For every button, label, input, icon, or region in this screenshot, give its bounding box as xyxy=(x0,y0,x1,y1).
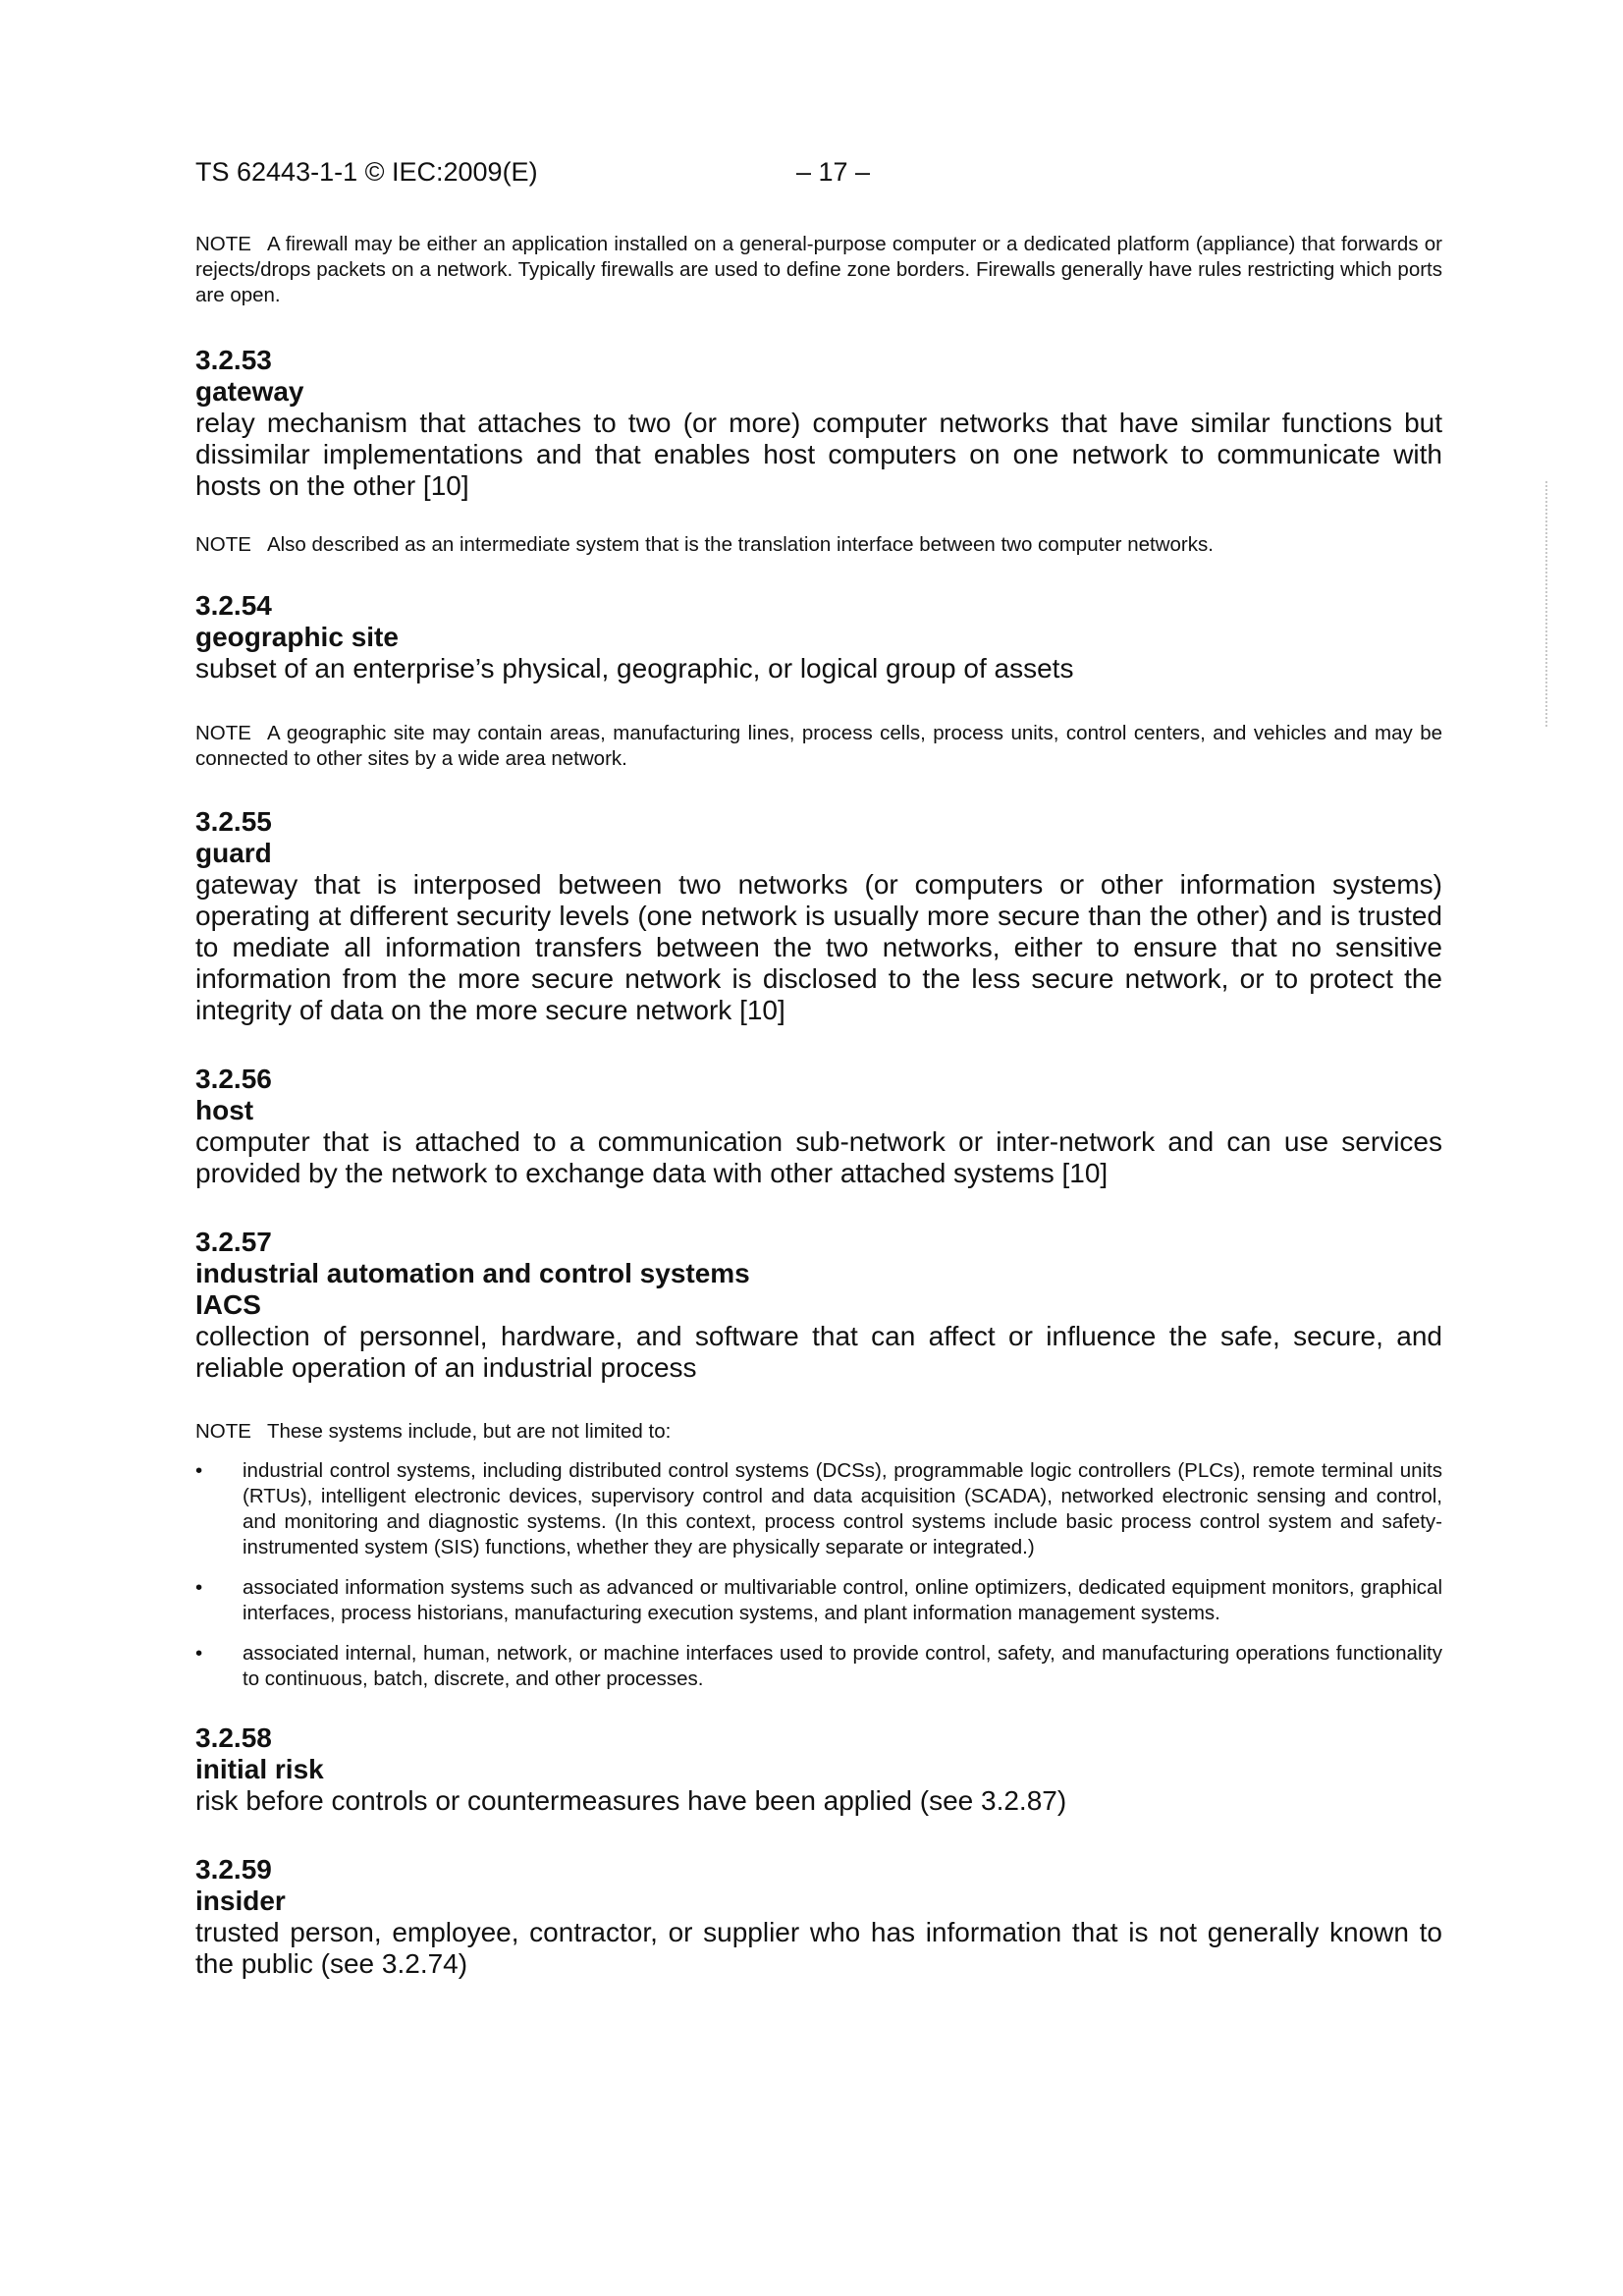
term-3-2-59 xyxy=(195,1854,1442,1980)
term-3-2-53-note xyxy=(195,532,1442,558)
note-bullet-list xyxy=(195,1458,1442,1692)
document-body xyxy=(195,232,1442,1980)
note-text: Also described as an intermediate system that is the translation interface between two computer networks. xyxy=(266,533,1214,556)
term-3-2-58 xyxy=(195,1722,1442,1817)
term-definition: gateway that is interposed between two networks (or computers or other information systems) operating at different security levels (one network is usually more secure than the other) and is trusted to mediate all information transfers between the two networks, either to ensure that no sensitive information from the more secure network is disclosed to the less secure network, or to protect the integrity of data on the more secure network [10] xyxy=(195,869,1442,1025)
term-3-2-54 xyxy=(195,590,1442,684)
term-3-2-53 xyxy=(195,345,1442,502)
bullet-icon: • xyxy=(195,1642,203,1665)
term-3-2-56 xyxy=(195,1064,1442,1189)
term-definition: collection of personnel, hardware, and software that can affect or influence the safe, secure, and reliable operation of an industrial process xyxy=(195,1321,1442,1383)
term-3-2-55 xyxy=(195,806,1442,1026)
list-item-text: industrial control systems, including distributed control systems (DCSs), programmable logic controllers (PLCs), remote terminal units (RTUs), intelligent electronic devices, supervisory control and data acquisition (SCADA), networked electronic sensing and control, and monitoring and diagnostic systems. (In this context, process control systems include basic process control system and safety-instrumented system (SIS) functions, whether they are physically separate or integrated.) xyxy=(243,1459,1442,1558)
term-name: guard xyxy=(195,838,272,868)
term-name: gateway xyxy=(195,376,304,407)
term-number: 3.2.54 xyxy=(195,590,272,621)
term-number: 3.2.58 xyxy=(195,1722,272,1753)
term-3-2-57 xyxy=(195,1227,1442,1384)
bullet-icon: • xyxy=(195,1459,203,1482)
term-name: host xyxy=(195,1095,254,1125)
term-3-2-57-note xyxy=(195,1419,1442,1445)
term-definition: risk before controls or countermeasures have been applied (see 3.2.87) xyxy=(195,1785,1067,1816)
document-code: TS 62443-1-1 © IEC:2009(E) xyxy=(195,157,538,187)
term-name: initial risk xyxy=(195,1754,324,1784)
note-label: NOTE xyxy=(195,722,251,744)
term-abbreviation: IACS xyxy=(195,1289,261,1320)
list-item xyxy=(195,1458,1442,1560)
note-text: A geographic site may contain areas, manufacturing lines, process cells, process units, control centers, and vehicles and may be connected to other sites by a wide area network. xyxy=(195,722,1442,770)
term-number: 3.2.55 xyxy=(195,806,272,837)
term-number: 3.2.57 xyxy=(195,1227,272,1257)
margin-mark xyxy=(1545,481,1549,727)
note-text: A firewall may be either an application installed on a general-purpose computer or a dedicated platform (appliance) that forwards or rejects/drops packets on a network. Typically firewalls are used to define zone borders. Firewalls generally have rules restricting which ports are open. xyxy=(195,233,1442,306)
note-text: These systems include, but are not limited to: xyxy=(266,1420,672,1443)
note-label: NOTE xyxy=(195,233,251,255)
term-number: 3.2.56 xyxy=(195,1064,272,1094)
term-definition: trusted person, employee, contractor, or supplier who has information that is not generally known to the public (see 3.2.74) xyxy=(195,1917,1442,1979)
term-number: 3.2.59 xyxy=(195,1854,272,1885)
term-name: geographic site xyxy=(195,622,399,652)
list-item xyxy=(195,1575,1442,1626)
note-label: NOTE xyxy=(195,1420,251,1443)
list-item xyxy=(195,1641,1442,1692)
term-name: industrial automation and control systems xyxy=(195,1258,750,1288)
list-item-text: associated internal, human, network, or machine interfaces used to provide control, safety, and manufacturing operations functionality to continuous, batch, discrete, and other processes. xyxy=(243,1642,1442,1690)
page-number: – 17 – xyxy=(796,157,871,187)
list-item-text: associated information systems such as advanced or multivariable control, online optimizers, dedicated equipment monitors, graphical interfaces, process historians, manufacturing execution systems, and plant information management systems. xyxy=(243,1576,1442,1624)
note-label: NOTE xyxy=(195,533,251,556)
bullet-icon: • xyxy=(195,1576,203,1599)
term-3-2-54-note xyxy=(195,721,1442,772)
term-definition: subset of an enterprise’s physical, geographic, or logical group of assets xyxy=(195,653,1074,683)
term-name: insider xyxy=(195,1886,286,1916)
term-definition: computer that is attached to a communication sub-network or inter-network and can use services provided by the network to exchange data with other attached systems [10] xyxy=(195,1126,1442,1188)
term-definition: relay mechanism that attaches to two (or more) computer networks that have similar functions but dissimilar implementations and that enables host computers on one network to communicate with hosts on the other [10] xyxy=(195,408,1442,501)
note-firewall xyxy=(195,232,1442,308)
term-number: 3.2.53 xyxy=(195,345,272,375)
